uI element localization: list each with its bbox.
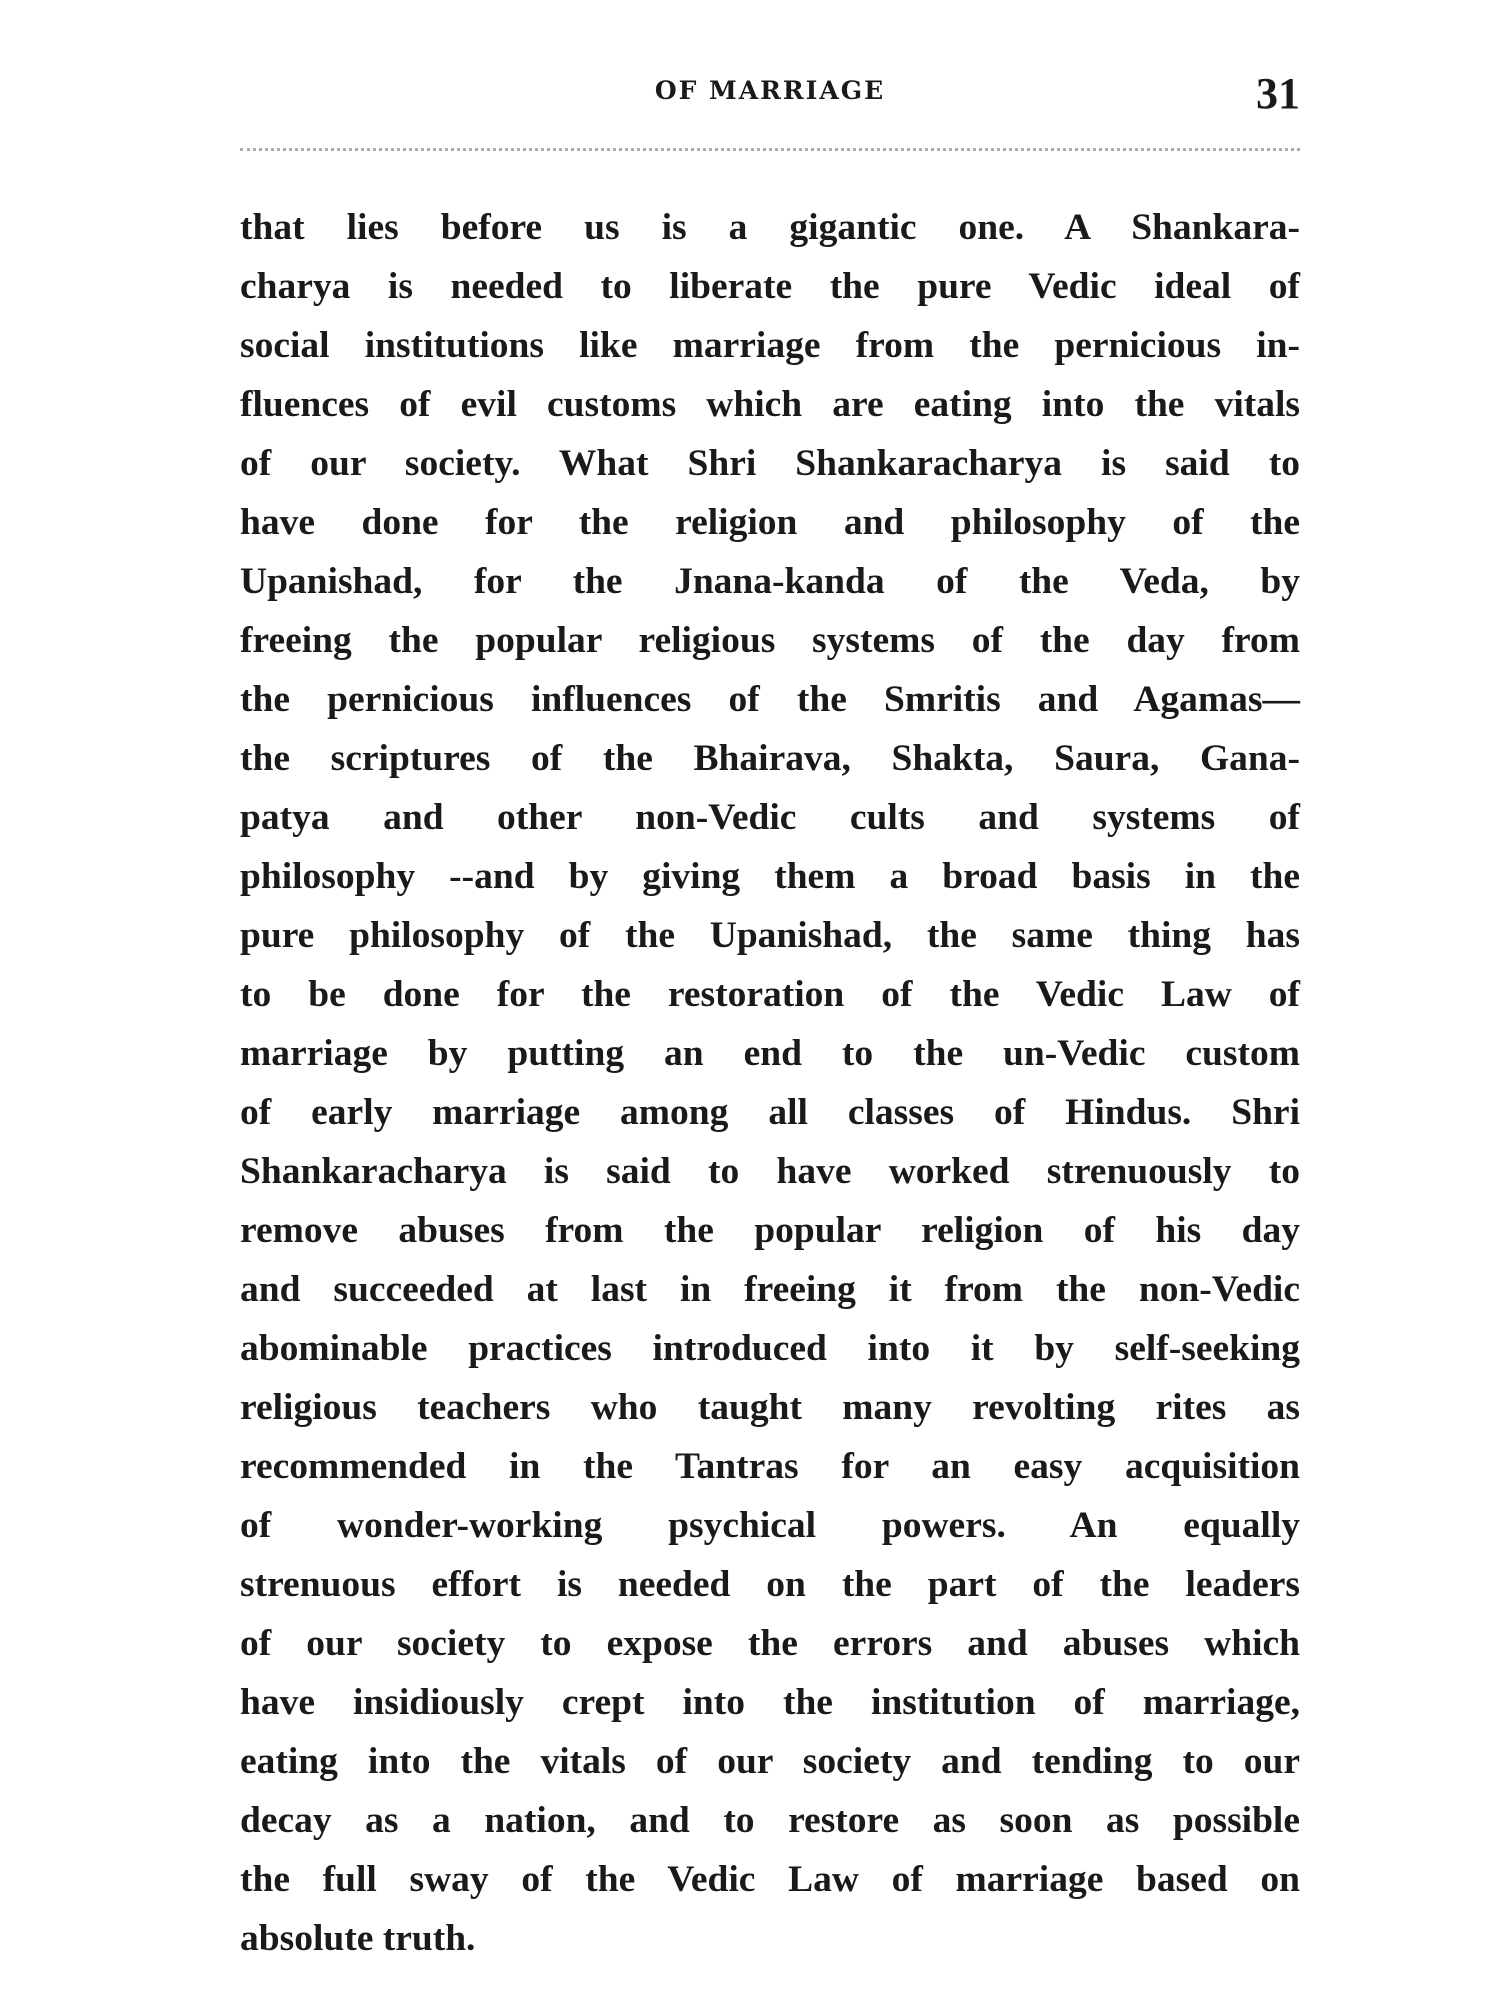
text-line: freeing the popular religious systems of the day from xyxy=(240,620,1300,661)
body-paragraph xyxy=(240,198,1300,1968)
text-line: marriage by putting an end to the un-Vedic custom xyxy=(240,1033,1300,1074)
text-line: the pernicious influences of the Smritis and Agamas— xyxy=(240,679,1300,720)
text-line: fluences of evil customs which are eating into the vitals xyxy=(240,384,1300,425)
header-rule xyxy=(240,148,1300,151)
text-line: eating into the vitals of our society and tending to our xyxy=(240,1741,1300,1782)
text-line: decay as a nation, and to restore as soon as possible xyxy=(240,1800,1300,1841)
text-line: of our society. What Shri Shankaracharya is said to xyxy=(240,443,1300,484)
text-line: the scriptures of the Bhairava, Shakta, Saura, Gana- xyxy=(240,738,1300,779)
text-line: have insidiously crept into the institution of marriage, xyxy=(240,1682,1300,1723)
text-line: remove abuses from the popular religion of his day xyxy=(240,1210,1300,1251)
text-line: religious teachers who taught many revolting rites as xyxy=(240,1387,1300,1428)
text-line: social institutions like marriage from the pernicious in- xyxy=(240,325,1300,366)
page-number: 31 xyxy=(1256,69,1300,118)
text-line: Upanishad, for the Jnana-kanda of the Veda, by xyxy=(240,561,1300,602)
text-line: to be done for the restoration of the Vedic Law of xyxy=(240,974,1300,1015)
text-line: and succeeded at last in freeing it from the non-Vedic xyxy=(240,1269,1300,1310)
text-line: strenuous effort is needed on the part of the leaders xyxy=(240,1564,1300,1605)
text-line: Shankaracharya is said to have worked strenuously to xyxy=(240,1151,1300,1192)
text-line: recommended in the Tantras for an easy acquisition xyxy=(240,1446,1300,1487)
text-line: the full sway of the Vedic Law of marriage based on xyxy=(240,1859,1300,1900)
running-head xyxy=(240,68,1300,118)
text-line: have done for the religion and philosophy of the xyxy=(240,502,1300,543)
text-line: charya is needed to liberate the pure Vedic ideal of xyxy=(240,266,1300,307)
text-line: patya and other non-Vedic cults and systems of xyxy=(240,797,1300,838)
text-line: abominable practices introduced into it by self-seeking xyxy=(240,1328,1300,1369)
text-line: pure philosophy of the Upanishad, the same thing has xyxy=(240,915,1300,956)
text-line: that lies before us is a gigantic one. A Shankara- xyxy=(240,207,1300,248)
text-line: philosophy --and by giving them a broad basis in the xyxy=(240,856,1300,897)
text-line: absolute truth. xyxy=(240,1918,476,1959)
running-title: OF MARRIAGE xyxy=(654,76,886,105)
text-line: of early marriage among all classes of Hindus. Shri xyxy=(240,1092,1300,1133)
text-line: of wonder-working psychical powers. An equally xyxy=(240,1505,1300,1546)
text-line: of our society to expose the errors and abuses which xyxy=(240,1623,1300,1664)
